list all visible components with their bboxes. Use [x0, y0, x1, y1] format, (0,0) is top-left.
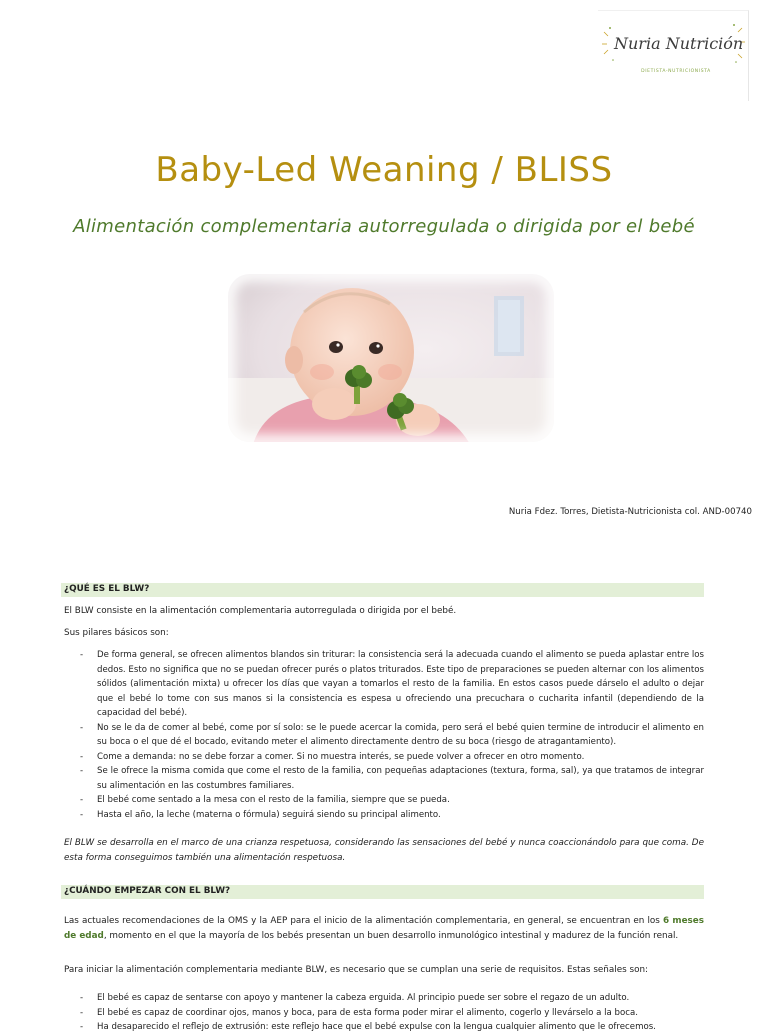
baby-eating-broccoli-photo [222, 268, 560, 448]
highlight-6-meses: 6 meses de edad [64, 916, 704, 941]
section2-paragraph-1: Las actuales recomendaciones de la OMS y la AEP para el inicio de la alimentación complementaria, en general, se encuentran en los 6 meses de edad, momento en el que la mayoría de los bebés presentan un buen desarrollo inmunológico intestinal y madurez de la función renal. [64, 916, 704, 941]
author-credit: Nuria Fdez. Torres, Dietista-Nutricionista col. AND-00740 [508, 507, 752, 517]
logo-sparkle-icon [598, 10, 752, 102]
list-item: - El bebé come sentado a la mesa con el resto de la familia, siempre que se pueda. [80, 795, 450, 805]
document-title: Baby-Led Weaning / BLISS [155, 150, 613, 190]
logo-name: Nuria Nutrición [614, 34, 744, 53]
section1-pillars-label: Sus pilares básicos son: [64, 628, 169, 638]
section2-paragraph-2: Para iniciar la alimentación complementaria mediante BLW, es necesario que se cumplan una serie de requisitos. Estas señales son: [64, 965, 649, 975]
list-item: - El bebé es capaz de coordinar ojos, manos y boca, para de esta forma poder mirar el alimento, cogerlo y llevárselo a la boca. [80, 1007, 638, 1018]
list-item: - Se le ofrece la misma comida que come el resto de la familia, con pequeñas adaptaciones (textura, forma, sal), ya que tratamos de integrar su alimentación en las costumbres familiares. [80, 766, 704, 791]
section-title-que-es: ¿QUÉ ES EL BLW? [64, 584, 150, 594]
document-subtitle: Alimentación complementaria autorregulada o dirigida por el bebé [73, 216, 695, 237]
section1-closing: El BLW se desarrolla en el marco de una crianza respetuosa, considerando las sensaciones del bebé y nunca coaccionándolo para que coma. De esta forma conseguimos también una alimentación respetuosa. [64, 838, 704, 863]
list-item: - De forma general, se ofrecen alimentos blandos sin triturar: la consistencia será la adecuada cuando el alimento se pueda aplastar entre los dedos. Esto no significa que no se puedan ofrecer purés o platos triturados. Este tipo de preparaciones se pueden alternar con los alimentos sólidos (alimentación mixta) u ofrecer los días que vayan a tomarlos el resto de la familia. En estos casos puede dárselo el adulto o dejar que el bebé lo tome con sus manos si la consistencia es espesa u ofreciendo una precuchara o cucharita infantil (dependiendo de la capacidad del bebé). [80, 650, 704, 718]
section1-bullet-list [64, 648, 704, 822]
list-item: - Hasta el año, la leche (materna o fórmula) seguirá siendo su principal alimento. [80, 809, 441, 820]
section-title-cuando-empezar: ¿CUÁNDO EMPEZAR CON EL BLW? [64, 886, 231, 896]
section2-bullet-list [64, 991, 704, 1035]
list-item: - Ha desaparecido el reflejo de extrusión: este reflejo hace que el bebé expulse con la lengua cualquier alimento que le ofrecemos. [80, 1022, 656, 1032]
list-item: - Come a demanda: no se debe forzar a comer. Si no muestra interés, se puede volver a ofrecer en otro momento. [80, 751, 585, 762]
section1-intro: El BLW consiste en la alimentación complementaria autorregulada o dirigida por el bebé. [64, 606, 457, 616]
section-header-bar [61, 583, 704, 597]
list-item: - No se le da de comer al bebé, come por sí solo: se le puede acercar la comida, pero será el bebé quien termine de introducir el alimento en su boca o el que dé el bocado, evitando meter el alimento directamente dentro de su boca (riesgo de atragantamiento). [80, 722, 704, 747]
list-item: - El bebé es capaz de sentarse con apoyo y mantener la cabeza erguida. Al principio puede ser sobre el regazo de un adulto. [80, 993, 630, 1003]
logo-subtitle: DIETISTA-NUTRICIONISTA [641, 69, 711, 74]
brand-logo [598, 10, 752, 102]
